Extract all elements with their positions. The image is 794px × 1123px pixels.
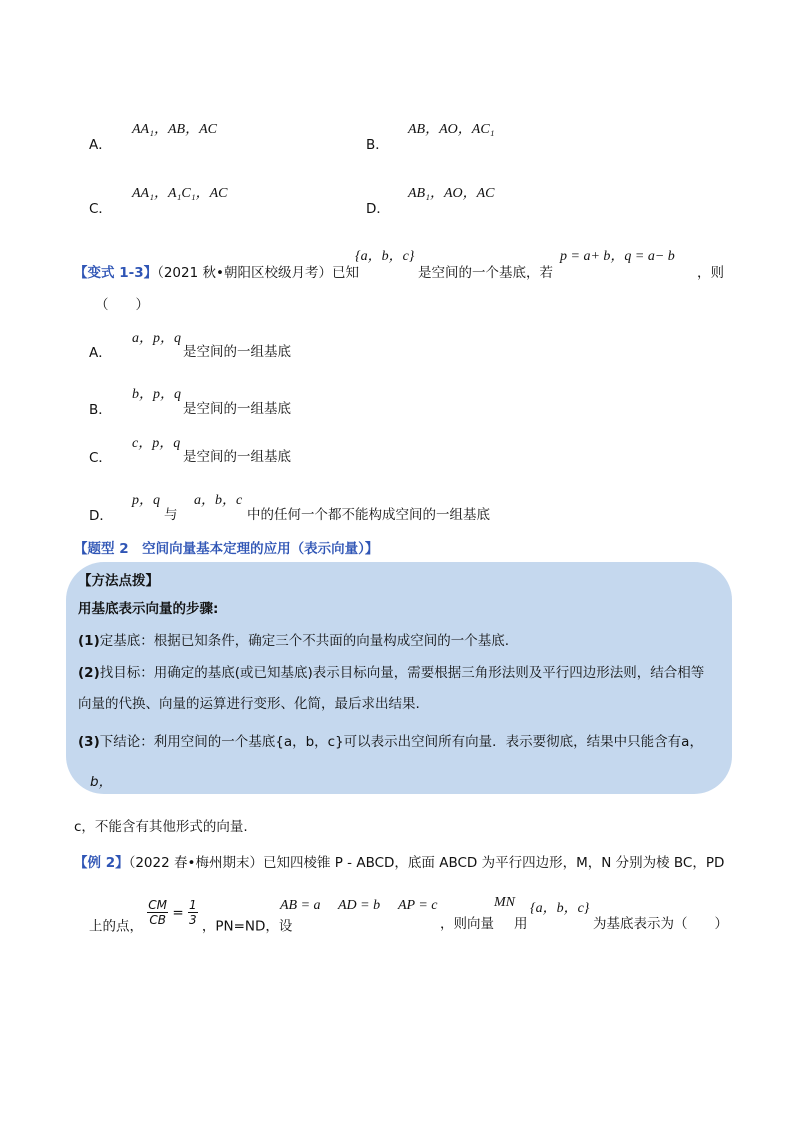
variant-formula: p = a+ b，q = a− b xyxy=(560,249,675,264)
method-title: 【方法点拨】 xyxy=(78,573,159,589)
option-a-label: A． xyxy=(89,137,112,153)
vector-ad: AD = b xyxy=(338,898,381,913)
example-line-1 xyxy=(74,851,724,871)
option-d-label: D． xyxy=(366,201,390,217)
option-c-label: C． xyxy=(89,201,112,217)
example-text: （2022 春•梅州期末）已知四棱锥 P - ABCD，底面 ABCD 为平行四边形，M，N 分别为棱 BC，PD xyxy=(128,855,725,871)
example-line-2: 上的点， $\frac{CM}{CB}$ = $\frac{1}{3}$ ，PN=ND，设 xyxy=(89,898,293,935)
variant-d-mid: 与 xyxy=(164,507,178,523)
variant-d-vectors-abc: a，b，c xyxy=(194,493,243,508)
vector-ab: AB = a xyxy=(280,898,321,913)
method-step-3b: b， xyxy=(90,774,113,790)
topic-heading: 【题型 2 空间向量基本定理的应用（表示向量）】 xyxy=(74,541,379,557)
option-b-label: B． xyxy=(366,137,389,153)
variant-a-text: 是空间的一组基底 xyxy=(183,344,291,360)
variant-c-text: 是空间的一组基底 xyxy=(183,449,291,465)
variant-b-text: 是空间的一组基底 xyxy=(183,401,291,417)
variant-d-vectors-pq: p，q xyxy=(132,493,160,508)
variant-b-vectors: b，p，q xyxy=(132,387,181,402)
variant-mid: 是空间的一个基底，若 xyxy=(418,265,553,281)
option-d-vectors: AB₁，AO，AC xyxy=(408,186,495,201)
fraction-one-third: $\frac{1}{3}$ xyxy=(188,898,197,927)
variant-source: （2021 秋•朝阳区校级月考）已知 xyxy=(157,265,359,281)
method-step-3c: c，不能含有其他形式的向量. xyxy=(74,819,248,835)
variant-c-label: C． xyxy=(89,450,112,466)
variant-d-label: D． xyxy=(89,508,113,524)
variant-tag: 【变式 1-3】 xyxy=(74,265,158,281)
vector-ap: AP = c xyxy=(398,898,438,913)
example-tag: 【例 2】 xyxy=(74,855,129,871)
variant-paren: （ ） xyxy=(95,297,149,313)
method-step-2a: (2)找目标：用确定的基底(或已知基底)表示目标向量，需要根据三角形法则及平行四边形法则，结合相等 xyxy=(78,665,705,681)
option-c-vectors: AA₁，A₁C₁，AC xyxy=(132,186,228,201)
example-use: 用 xyxy=(514,916,528,932)
method-step-2b: 向量的代换、向量的运算进行变形、化简，最后求出结果. xyxy=(78,696,420,712)
example-basis: {a，b，c} xyxy=(530,901,590,916)
variant-c-vectors: c，p，q xyxy=(132,436,181,451)
variant-a-vectors: a，p，q xyxy=(132,331,181,346)
variant-d-text: 中的任何一个都不能构成空间的一组基底 xyxy=(247,507,490,523)
example-then: ，则向量 xyxy=(440,916,494,932)
option-b-vectors: AB，AO，AC₁ xyxy=(408,122,495,137)
vector-mn: MN xyxy=(494,895,515,910)
fraction-cm-cb: $\frac{CM}{CB}$ xyxy=(148,898,168,927)
variant-end: ，则 xyxy=(697,265,724,281)
option-a-vectors: AA₁，AB，AC xyxy=(132,122,217,137)
variant-basis: {a，b，c} xyxy=(355,249,415,264)
variant-a-label: A． xyxy=(89,345,112,361)
example-suffix: 为基底表示为（ ） xyxy=(593,916,728,932)
method-intro: 用基底表示向量的步骤: xyxy=(78,601,219,617)
method-step-3a: (3)下结论：利用空间的一个基底{a，b，c}可以表示出空间所有向量．表示要彻底，结果中只能含有a， xyxy=(78,734,703,750)
variant-question xyxy=(74,261,359,281)
variant-b-label: B． xyxy=(89,402,112,418)
method-step-1: (1)定基底：根据已知条件，确定三个不共面的向量构成空间的一个基底. xyxy=(78,633,510,649)
